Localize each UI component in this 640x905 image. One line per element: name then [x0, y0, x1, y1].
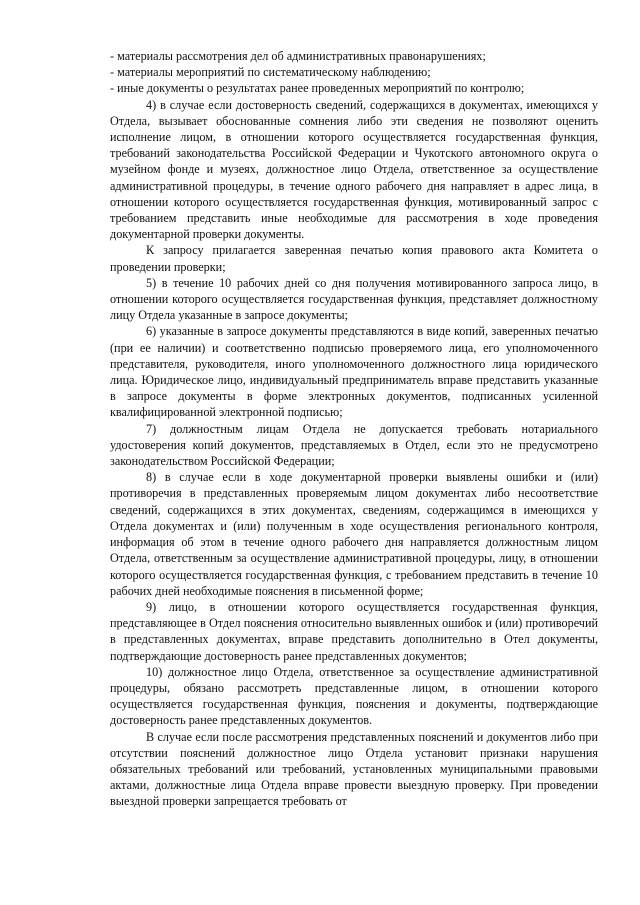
paragraph-item-9: 9) лицо, в отношении которого осуществляется государственная функция, представляющее в Отдел пояснения относительно выявленных ошибок и (или) противоречий в представленных документах, вправе представить дополнительно в Отел документы, подтверждающие достоверность ранее представленных документов;: [110, 599, 598, 663]
paragraph-request-attachment: К запросу прилагается заверенная печатью копия правового акта Комитета о проведении проверки;: [110, 243, 598, 274]
list-item-other-documents: - иные документы о результатах ранее проведенных мероприятий по контролю;: [110, 81, 525, 96]
paragraph-item-8: 8) в случае если в ходе документарной проверки выявлены ошибки и (или) противоречия в представленных проверяемым лицом документах либо несоответствие сведений, содержащихся в этих документах, сведениям, содержащимся в имеющихся у Отдела документах и (или) полученным в ходе осуществления регионального контроля, информация об этом в течение одного рабочего дня направляется должностным лицом Отдела, ответственным за осуществление административной процедуры, лицу, в отношении которого осуществляется государственная функция, с требованием представить в течение 10 рабочих дней необходимые пояснения в письменной форме;: [110, 470, 598, 598]
paragraph-item-6: 6) указанные в запросе документы представляются в виде копий, заверенных печатью (при ее наличии) и соответственно подписью проверяемого лица, его уполномоченного представителя, руководителя, иного уполномоченного должностного лица юридического лица. Юридическое лицо, индивидуальный предприниматель вправе представить указанные в запросе документы в форме электронных документов, подписанных усиленной квалифицированной электронной подписью;: [110, 324, 598, 420]
paragraph-item-7: 7) должностным лицам Отдела не допускается требовать нотариального удостоверения копий документов, представляемых в Отдел, если это не предусмотрено законодательством Российской Федерации;: [110, 421, 598, 469]
paragraph-item-5: 5) в течение 10 рабочих дней со дня получения мотивированного запроса лицо, в отношении которого осуществляется государственная функция, представляет должностному лицу Отдела указанные в запросе документы;: [110, 275, 598, 323]
list-item-materials-admin: - материалы рассмотрения дел об административных правонарушениях;: [110, 49, 486, 63]
list-item-materials-monitoring: - материалы мероприятий по систематическому наблюдению;: [110, 65, 431, 80]
paragraph-item-10: 10) должностное лицо Отдела, ответственное за осуществление административной процедуры, обязано рассмотреть представленные лицом, в отношении которого осуществляется государственная функция, пояснения и документы, подтверждающие достоверность ранее представленных документов.: [110, 664, 598, 728]
paragraph-item-4: 4) в случае если достоверность сведений, содержащихся в документах, имеющихся у Отдела, вызывает обоснованные сомнения либо эти сведения не позволяют оценить исполнение лицом, в отношении которого осуществляется государственная функция, требований законодательства Российской Федерации и Чукотского автономного округа о музейном фонде и музеях, должностное лицо Отдела, ответственное за осуществление административной процедуры, в течение одного рабочего дня направляет в адрес лица, в отношении которого осуществляется государственная функция, мотивированный запрос с требованием представить иные необходимые для рассмотрения в ходе проведения документарной проверки документы.: [110, 97, 598, 242]
paragraph-after-review: В случае если после рассмотрения представленных пояснений и документов либо при отсутствии пояснений должностное лицо Отдела установит признаки нарушения обязательных требований или требований, установленных муниципальными правовыми актами, должностные лица Отдела вправе провести выездную проверку. При проведении выездной проверки запрещается требовать от: [110, 729, 598, 809]
